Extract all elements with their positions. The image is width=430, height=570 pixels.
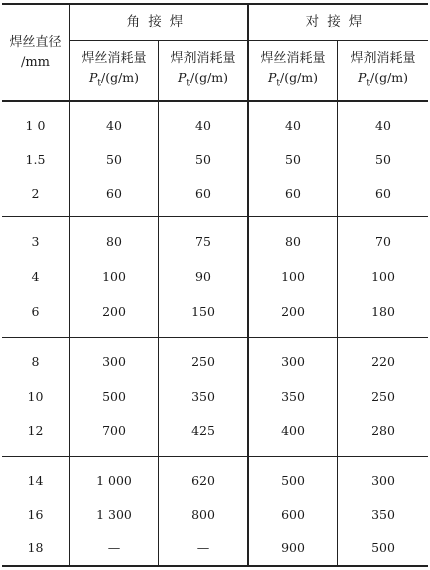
cell-diameter: 1.5	[25, 151, 46, 167]
cell-value: 100	[102, 268, 126, 284]
cell-value: 400	[281, 422, 305, 438]
cell-value: 250	[371, 388, 395, 404]
cell-value: 1 300	[96, 506, 132, 522]
group-divider-3	[2, 456, 428, 457]
header-bottom-rule	[2, 100, 428, 102]
cell-value: 700	[102, 422, 126, 438]
cell-value: 75	[195, 233, 211, 249]
cell-value: 70	[375, 233, 391, 249]
cell-value: 60	[285, 185, 301, 201]
col-header-fillet-flux	[159, 42, 247, 100]
cell-value: 250	[191, 353, 215, 369]
col-header-fillet-wire	[70, 42, 158, 100]
cell-value: 600	[281, 506, 305, 522]
cell-value: 350	[281, 388, 305, 404]
cell-value: 90	[195, 268, 211, 284]
cell-value: 40	[375, 117, 391, 133]
cell-value: 50	[375, 151, 391, 167]
cell-value: 300	[102, 353, 126, 369]
butt-weld-header: 对接焊	[305, 13, 371, 30]
cell-value: 350	[371, 506, 395, 522]
col-header-unit: $P_t/(g/m)$	[267, 69, 319, 89]
cell-value: 900	[281, 539, 305, 555]
group-divider-2	[2, 337, 428, 338]
group-header-rule	[70, 40, 428, 41]
col-header-label: 焊剂消耗量	[350, 50, 416, 66]
col-header-unit: $P_t/(g/m)$	[177, 69, 229, 89]
diameter-header-label: 焊丝直径	[9, 35, 62, 50]
col-header-unit: $P_t/(g/m)$	[88, 69, 140, 89]
cell-value: 350	[191, 388, 215, 404]
cell-value: 100	[371, 268, 395, 284]
cell-value: 620	[191, 472, 215, 488]
col-header-label: 焊丝消耗量	[81, 50, 147, 66]
cell-value: —	[196, 539, 210, 555]
cell-diameter: 1 0	[25, 117, 46, 133]
cell-value: —	[107, 539, 121, 555]
cell-value: 1 000	[96, 472, 132, 488]
cell-value: 200	[281, 303, 305, 319]
cell-value: 500	[102, 388, 126, 404]
cell-value: 60	[195, 185, 211, 201]
cell-value: 150	[191, 303, 215, 319]
bottom-rule	[2, 565, 428, 567]
diameter-header	[2, 28, 69, 78]
cell-value: 300	[281, 353, 305, 369]
cell-diameter: 16	[27, 506, 44, 522]
cell-value: 220	[371, 353, 395, 369]
cell-diameter: 14	[27, 472, 44, 488]
cell-value: 280	[371, 422, 395, 438]
cell-diameter: 18	[27, 539, 44, 555]
cell-value: 40	[285, 117, 301, 133]
cell-diameter: 4	[31, 268, 40, 284]
cell-diameter: 3	[31, 233, 40, 249]
col-header-butt-flux	[338, 42, 428, 100]
cell-value: 50	[195, 151, 211, 167]
fillet-weld-header: 角接焊	[126, 13, 192, 30]
cell-value: 50	[285, 151, 301, 167]
group-divider-1	[2, 216, 428, 217]
col-header-label: 焊剂消耗量	[170, 50, 236, 66]
cell-value: 300	[371, 472, 395, 488]
cell-value: 100	[281, 268, 305, 284]
cell-value: 60	[375, 185, 391, 201]
cell-value: 50	[106, 151, 122, 167]
cell-diameter: 8	[31, 353, 40, 369]
cell-diameter: 12	[27, 422, 44, 438]
cell-value: 180	[371, 303, 395, 319]
col-header-butt-wire	[249, 42, 337, 100]
cell-value: 80	[106, 233, 122, 249]
cell-value: 80	[285, 233, 301, 249]
cell-diameter: 2	[31, 185, 40, 201]
cell-diameter: 10	[27, 388, 44, 404]
cell-value: 40	[106, 117, 122, 133]
cell-value: 60	[106, 185, 122, 201]
cell-diameter: 6	[31, 303, 40, 319]
cell-value: 200	[102, 303, 126, 319]
col-header-unit: $P_t/(g/m)$	[357, 69, 409, 89]
diameter-header-unit: /mm	[20, 55, 51, 70]
cell-value: 425	[191, 422, 215, 438]
cell-value: 800	[191, 506, 215, 522]
cell-value: 40	[195, 117, 211, 133]
cell-value: 500	[371, 539, 395, 555]
col-header-label: 焊丝消耗量	[260, 50, 326, 66]
cell-value: 500	[281, 472, 305, 488]
